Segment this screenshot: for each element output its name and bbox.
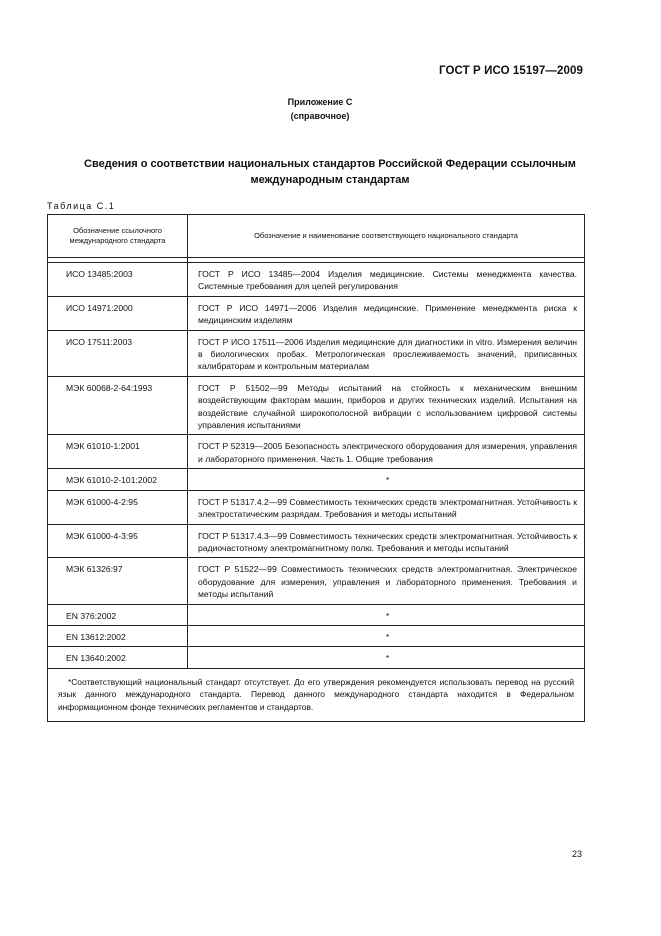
- table-row: [48, 435, 585, 469]
- page-title: Сведения о соответствии национальных стандартов Российской Федерации ссылочным международным стандартам: [84, 158, 576, 186]
- table-row: [48, 647, 585, 668]
- national-standard-cell: ГОСТ Р ИСО 17511—2006 Изделия медицинские для диагностики in vitro. Измерения величин в биологических пробах. Метрологическая прослеживаемость значений, приписанных калибраторам и контрольным материалам: [188, 330, 585, 376]
- table-footnote: *Соответствующий национальный стандарт отсутствует. До его утверждения рекомендуется использовать перевод на русский язык данного международного стандарта. Перевод данного международного стандарта находится в Федеральном информационном фонде технических регламентов и стандартов.: [48, 668, 585, 721]
- international-standard-cell: МЭК 60068-2-64:1993: [48, 376, 188, 435]
- page-number: 23: [572, 849, 583, 859]
- national-standard-cell: ГОСТ Р 52319—2005 Безопасность электрического оборудования для измерения, управления и лабораторного применения. Часть 1. Общие требования: [188, 435, 585, 469]
- international-standard-cell: МЭК 61000-4-3:95: [48, 524, 188, 558]
- national-standard-cell: ГОСТ Р 51317.4.2—99 Совместимость технических средств электромагнитная. Устойчивость к электростатическим разрядам. Требования и методы испытаний: [188, 490, 585, 524]
- international-standard-cell: МЭК 61000-4-2:95: [48, 490, 188, 524]
- international-standard-cell: EN 13612:2002: [48, 625, 188, 646]
- international-standard-cell: EN 376:2002: [48, 604, 188, 625]
- standards-correspondence-table: [47, 214, 585, 722]
- header-international-standard: Обозначение ссылочного международного стандарта: [48, 215, 188, 258]
- table-row: [48, 330, 585, 376]
- header-national-standard: Обозначение и наименование соответствующего национального стандарта: [188, 215, 585, 258]
- national-standard-cell: *: [188, 647, 585, 668]
- document-code: ГОСТ Р ИСО 15197—2009: [438, 65, 583, 77]
- annex-subtitle: (справочное): [290, 111, 350, 121]
- national-standard-cell: ГОСТ Р 51502—99 Методы испытаний на стойкость к механическим внешним воздействующим факторам машин, приборов и других технических изделий. Испытания на воздействие случайной широкополосной вибрации с использованием цифровой системы управления испытаниями: [188, 376, 585, 435]
- national-standard-cell: *: [188, 604, 585, 625]
- table-row: [48, 263, 585, 297]
- annex-title: Приложение С: [287, 97, 353, 107]
- table-row: [48, 604, 585, 625]
- table-label: Таблица С.1: [47, 201, 116, 211]
- table-header-row: [48, 215, 585, 258]
- international-standard-cell: ИСО 17511:2003: [48, 330, 188, 376]
- international-standard-cell: МЭК 61326:97: [48, 558, 188, 604]
- table-row: [48, 376, 585, 435]
- table-row: [48, 558, 585, 604]
- national-standard-cell: ГОСТ Р ИСО 13485—2004 Изделия медицинские. Системы менеджмента качества. Системные требования для целей регулирования: [188, 263, 585, 297]
- national-standard-cell: ГОСТ Р 51522—99 Совместимость технических средств электромагнитная. Электрическое оборудование для измерения, управления и лабораторного применения. Требования и методы испытаний: [188, 558, 585, 604]
- national-standard-cell: ГОСТ Р ИСО 14971—2006 Изделия медицинские. Применение менеджмента риска к медицинским изделиям: [188, 296, 585, 330]
- international-standard-cell: ИСО 13485:2003: [48, 263, 188, 297]
- table-row: [48, 469, 585, 490]
- national-standard-cell: ГОСТ Р 51317.4.3—99 Совместимость технических средств электромагнитная. Устойчивость к радиочастотному электромагнитному полю. Требования и методы испытаний: [188, 524, 585, 558]
- table-row: [48, 625, 585, 646]
- table-row: [48, 524, 585, 558]
- table-row: [48, 490, 585, 524]
- national-standard-cell: *: [188, 469, 585, 490]
- international-standard-cell: МЭК 61010-1:2001: [48, 435, 188, 469]
- table-footnote-row: [48, 668, 585, 721]
- international-standard-cell: ИСО 14971:2000: [48, 296, 188, 330]
- international-standard-cell: МЭК 61010-2-101:2002: [48, 469, 188, 490]
- international-standard-cell: EN 13640:2002: [48, 647, 188, 668]
- table-row: [48, 296, 585, 330]
- national-standard-cell: *: [188, 625, 585, 646]
- annex-heading: [0, 95, 640, 123]
